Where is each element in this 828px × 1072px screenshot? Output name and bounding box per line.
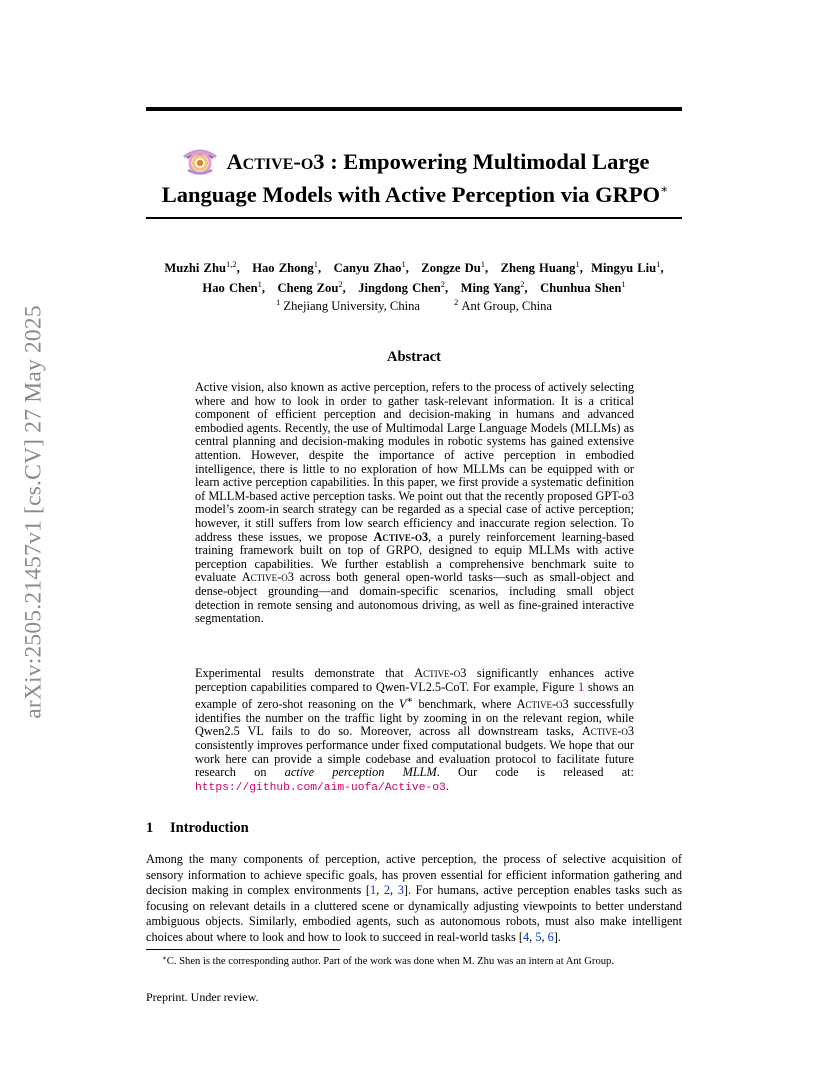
author-affiliation: 1 bbox=[401, 259, 406, 269]
method-name: Active-o3 bbox=[581, 724, 634, 739]
author: Zheng Huang bbox=[500, 261, 576, 275]
author: Jingdong Chen bbox=[358, 281, 441, 295]
author-affiliation: 1 bbox=[257, 279, 262, 289]
title-top-rule bbox=[146, 107, 682, 111]
abstract-paragraph-1: Active vision, also known as active perception, refers to the process of actively selecting where and how to look in order to gather task-relevant information. It is a critical component of efficient perception and decision-making in humans and advanced embodied agents. Recently, the use of Multimodal Large Language Models (MLLMs) as central planning and decision-making modules in robotic systems has gained extensive attention. However, despite the importance of active perception in embodied intelligence, there is little to no exploration of how MLLMs can be equipped with or learn active perception capabilities. In this paper, we first provide a systematic definition of MLLM-based active perception tasks. We point out that the recently proposed GPT-o3 model’s zoom-in search strategy can be regarded as a special case of active perception; however, it still suffers from low search efficiency and inaccurate region selection. To address these issues, we propose Active-o3, a purely reinforcement learning-based training framework built on top of GRPO, designed to equip MLLMs with active perception capabilities. We further establish a comprehensive benchmark suite to evaluate Active-o3 across both general open-world tasks—such as small-object and dense-object grounding—and domain-specific scenarios, including small object detection in remote sensing and autonomous driving, as well as fine-grained interactive segmentation. bbox=[195, 380, 634, 626]
arxiv-identifier: arXiv:2505.21457v1 [cs.CV] 27 May 2025 bbox=[20, 305, 47, 719]
introduction-paragraph: Among the many components of perception, active perception, the process of selective acquisition of sensory information to achieve specific goals, has proven essential for efficient information gathering and decision making in complex environments [1, 2, 3]. For humans, active perception enables tasks such as focusing on relevant details in a cluttered scene or dynamically adjusting viewpoints to better understand ambiguous objects. Similarly, embodied agents, such as autonomous robots, must also make intelligent choices about where to look and how to look to succeed in real-world tasks [4, 5, 6]. bbox=[146, 852, 682, 944]
author-affiliation: 1 bbox=[621, 279, 626, 289]
author-line-2: Hao Chen$^1$, Cheng Zou$^2$, Jingdong Chen$^2$, Ming Yang$^2$, Chunhua Shen$^1$ bbox=[202, 279, 626, 295]
method-name: Active-o3 bbox=[226, 149, 325, 174]
author-line-1: Muzhi Zhu$^{1,2}$, Hao Zhong$^1$, Canyu Zhao$^1$, Zongze Du$^1$, Zheng Huang$^1$, Mingyu Liu$^1$, bbox=[164, 259, 664, 275]
section-title: Introduction bbox=[170, 820, 249, 836]
title-line1-rest: : Empowering Multimodal Large bbox=[324, 149, 650, 174]
vstar-symbol: V bbox=[398, 697, 407, 712]
author: Muzhi Zhu bbox=[164, 261, 226, 275]
author-affiliation: 1,2 bbox=[225, 259, 237, 269]
author: Hao Chen bbox=[202, 281, 258, 295]
author-affiliation: 2 bbox=[440, 279, 446, 289]
footnote bbox=[146, 952, 682, 968]
footnote-rule bbox=[146, 949, 340, 950]
author-affiliation: 1 bbox=[575, 259, 580, 269]
citation-link[interactable]: 5 bbox=[535, 929, 542, 944]
preprint-notice: Preprint. Under review. bbox=[146, 990, 259, 1004]
author: Cheng Zou bbox=[277, 281, 339, 295]
affiliation-mark: 2 bbox=[454, 297, 459, 307]
author: Chunhua Shen bbox=[540, 281, 622, 295]
citation-link[interactable]: 2 bbox=[383, 883, 390, 897]
eye-swirl-logo-icon bbox=[180, 144, 220, 176]
affiliation-name: Zhejiang University, China bbox=[283, 299, 421, 313]
title-line2: Language Models with Active Perception via GRPO bbox=[161, 182, 661, 207]
author: Hao Zhong bbox=[252, 261, 314, 275]
citation-link[interactable]: 4 bbox=[523, 929, 530, 944]
citation-link[interactable]: 1 bbox=[369, 883, 377, 897]
author-affiliation: 1 bbox=[313, 259, 318, 269]
code-url-link[interactable]: https://github.com/aim-uofa/Active-o3 bbox=[195, 781, 446, 794]
affiliation-name: Ant Group, China bbox=[461, 299, 553, 313]
author: Ming Yang bbox=[460, 281, 521, 295]
title-bottom-rule bbox=[146, 217, 682, 219]
section-heading bbox=[146, 820, 249, 837]
affiliations bbox=[130, 294, 698, 314]
author-affiliation: 1 bbox=[480, 259, 485, 269]
author: Canyu Zhao bbox=[333, 261, 402, 275]
abstract-heading: Abstract bbox=[387, 349, 441, 365]
abstract-paragraph-2: Experimental results demonstrate that Active-o3 significantly enhances active perception capabilities compared to Qwen-VL2.5-CoT. For example, Figure 1 shows an example of zero-shot reasoning on the V∗ benchmark, where Active-o3 successfully identifies the number on the traffic light by zooming in on the relevant region, while Qwen2.5 VL fails to do so. Moreover, across all downstream tasks, Active-o3 consistently improves performance under fixed computational budgets. We hope that our work here can provide a simple codebase and evaluation protocol to facilitate future research on active perception MLLM. Our code is released at: https://github.com/aim-uofa/Active-o3. bbox=[195, 666, 634, 794]
section-number: 1 bbox=[146, 820, 154, 836]
author-affiliation: 2 bbox=[338, 279, 343, 289]
affiliation-mark: 1 bbox=[275, 297, 281, 307]
method-name: Active-o3 bbox=[414, 666, 467, 680]
author: Zongze Du bbox=[421, 261, 481, 275]
author-list bbox=[130, 256, 698, 296]
citation-link[interactable]: 3 bbox=[397, 883, 404, 897]
method-name: Active-o3 bbox=[516, 697, 569, 712]
paper-title bbox=[120, 144, 710, 208]
figure-ref-link[interactable]: 1 bbox=[578, 679, 585, 694]
author-affiliation: 1 bbox=[656, 259, 661, 269]
citation-link[interactable]: 6 bbox=[547, 929, 554, 944]
footnote-mark: ∗ bbox=[162, 954, 167, 962]
footnote-text: C. Shen is the corresponding author. Part of the work was done when M. Zhu was an intern at Ant Group. bbox=[166, 956, 614, 967]
title-footnote-mark: ∗ bbox=[660, 182, 669, 196]
method-name: Active-o3 bbox=[373, 529, 429, 544]
emphasis-text: active perception MLLM bbox=[284, 765, 437, 780]
method-name: Active-o3 bbox=[241, 570, 294, 585]
author-affiliation: 2 bbox=[520, 279, 525, 289]
author: Mingyu Liu bbox=[591, 261, 657, 275]
